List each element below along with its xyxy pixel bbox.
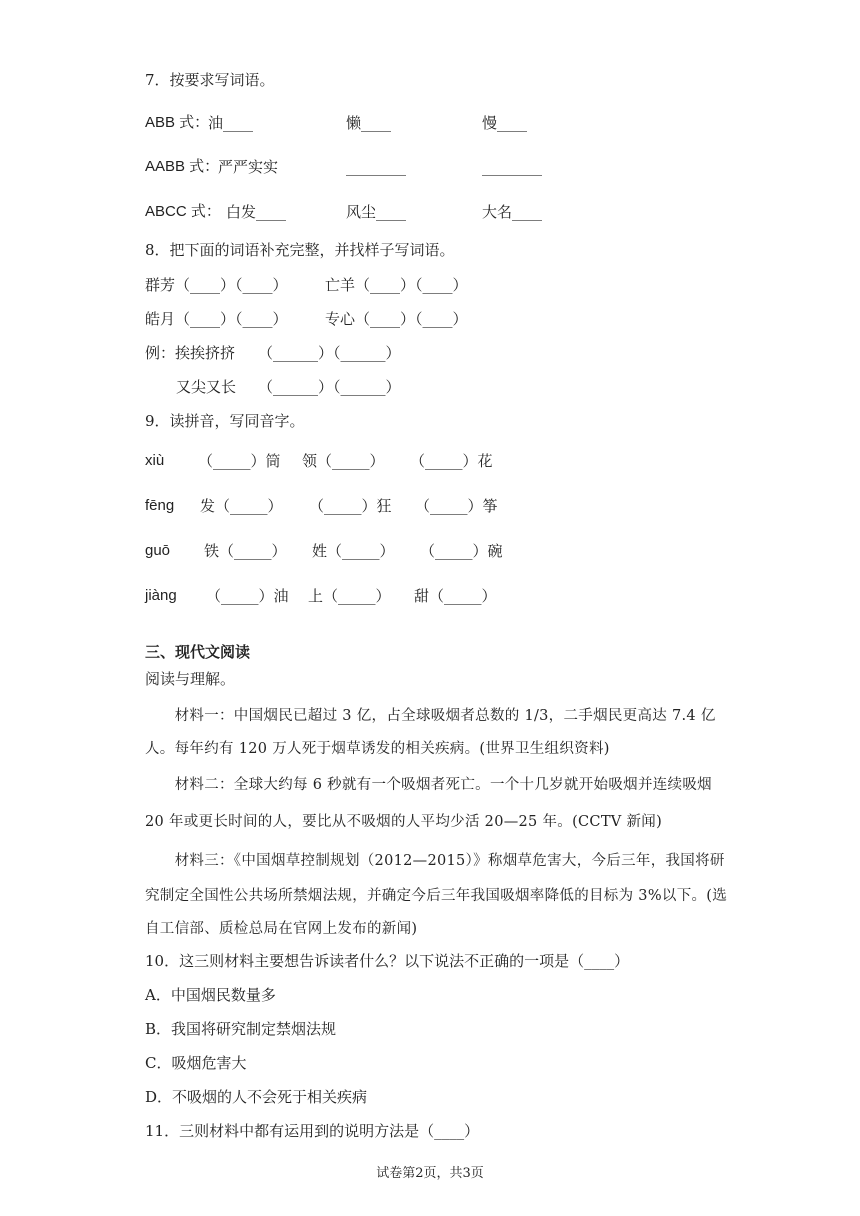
- q9-row4-item3: 甜（_____）: [414, 587, 497, 605]
- q9-title: 9．读拼音，写同音字。: [145, 412, 305, 430]
- q9-pinyin-4: jiàng: [145, 587, 177, 604]
- q7-abcc-item-3: 大名____: [482, 203, 543, 221]
- q8-row2-col1: 皓月（____）（____）: [145, 310, 288, 328]
- q7-abb-label: ABB 式：: [145, 114, 210, 131]
- q9-pinyin-3: guō: [145, 542, 171, 559]
- q9-pinyin-1: xiù: [145, 452, 165, 469]
- section3-heading: 三、现代文阅读: [145, 643, 251, 661]
- q8-example2-label: 又尖又长: [176, 378, 237, 396]
- q7-aabb-label: AABB 式：: [145, 158, 220, 175]
- page-footer: 试卷第2页，共3页: [376, 1166, 484, 1181]
- material-line-7: 自工信部、质检总局在官网上发布的新闻): [145, 921, 418, 937]
- q9-row2-item3: （_____）筝: [415, 497, 498, 515]
- q9-row2-item1: 发（_____）: [200, 497, 283, 515]
- q8-title: 8．把下面的词语补充完整，并找样子写词语。: [145, 241, 455, 259]
- section3-intro: 阅读与理解。: [145, 670, 236, 688]
- q9-row2-item2: （_____）狂: [309, 497, 392, 515]
- q10-title: 10．这三则材料主要想告诉读者什么？以下说法不正确的一项是（____）: [145, 952, 630, 970]
- q9-row3-item3: （_____）碗: [420, 542, 503, 560]
- q8-row1-col2: 亡羊（____）（____）: [325, 276, 468, 294]
- material-line-1: 材料一：中国烟民已超过 3 亿，占全球吸烟者总数的 1/3，二手烟民更高达 7.4 亿: [145, 708, 716, 724]
- q9-row4-item2: 上（_____）: [308, 587, 391, 605]
- material-line-5: 材料三：《中国烟草控制规划（2012—2015）》称烟草危害大，今后三年，我国将研: [145, 853, 725, 869]
- q7-abb-item-3: 慢____: [482, 114, 528, 132]
- q10-option-d: D．不吸烟的人不会死于相关疾病: [145, 1088, 368, 1106]
- q8-row2-col2: 专心（____）（____）: [325, 310, 468, 328]
- q11-title: 11．三则材料中都有运用到的说明方法是（____）: [145, 1122, 480, 1140]
- q9-row4-item1: （_____）油: [206, 587, 289, 605]
- q7-abcc-label: ABCC 式：: [145, 203, 221, 220]
- q7-aabb-item-3: ________: [482, 158, 542, 176]
- q9-row1-item1: （_____）筒: [198, 452, 281, 470]
- material-line-2: 人。每年约有 120 万人死于烟草诱发的相关疾病。(世界卫生组织资料): [145, 741, 610, 757]
- material-line-4: 20 年或更长时间的人，要比从不吸烟的人平均少活 20—25 年。(CCTV 新闻): [145, 814, 663, 830]
- q9-row1-item2: 领（_____）: [302, 452, 385, 470]
- q8-example-label: 例：挨挨挤挤: [145, 344, 236, 362]
- q8-example2-blanks: （______）（______）: [258, 378, 401, 396]
- q8-row1-col1: 群芳（____）（____）: [145, 276, 288, 294]
- q7-aabb-item-2: ________: [346, 158, 406, 176]
- material-line-6: 究制定全国性公共场所禁烟法规，并确定今后三年我国吸烟率降低的目标为 3%以下。(选: [145, 888, 728, 904]
- q7-abcc-item-2: 风尘____: [346, 203, 407, 221]
- q7-title: 7．按要求写词语。: [145, 71, 275, 89]
- q10-option-a: A．中国烟民数量多: [145, 986, 276, 1004]
- q8-example-blanks: （______）（______）: [258, 344, 401, 362]
- q7-abb-item-1: 油____: [208, 114, 254, 132]
- material-line-3: 材料二：全球大约每 6 秒就有一个吸烟者死亡。一个十几岁就开始吸烟并连续吸烟: [145, 777, 712, 793]
- q7-abcc-item-1: 白发____: [226, 203, 287, 221]
- q9-row3-item2: 姓（_____）: [312, 542, 395, 560]
- q9-row3-item1: 铁（_____）: [204, 542, 287, 560]
- q10-option-b: B．我国将研究制定禁烟法规: [145, 1020, 337, 1038]
- q7-aabb-item-1: 严严实实: [218, 158, 279, 176]
- q9-row1-item3: （_____）花: [410, 452, 493, 470]
- q10-option-c: C．吸烟危害大: [145, 1054, 247, 1072]
- q9-pinyin-2: fēng: [145, 497, 175, 514]
- q7-abb-item-2: 懒____: [346, 114, 392, 132]
